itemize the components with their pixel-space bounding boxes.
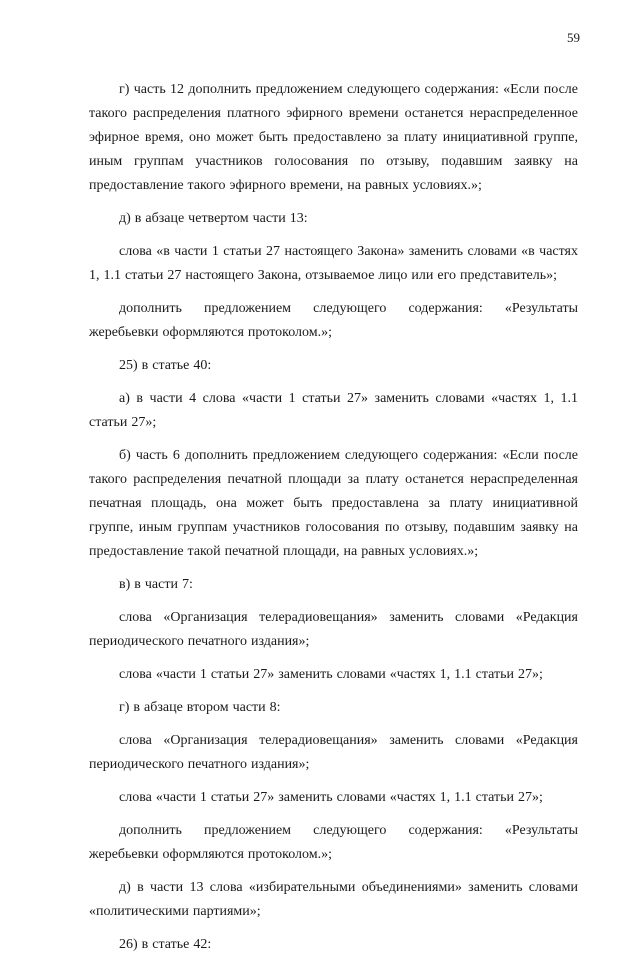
paragraph-article-40-b: б) часть 6 дополнить предложением следующего содержания: «Если после такого распределения печатной площади за плату останется нераспределенная печатная площадь, она может быть предоставлена за плату инициативной группе, иным группам участников голосования по отзыву, подавшим заявку на предоставление такой печатной площади, на равных условиях.»;: [89, 448, 578, 559]
paragraph-part-7-words-2: слова «части 1 статьи 27» заменить словами «частях 1, 1.1 статьи 27»;: [119, 667, 543, 682]
paragraph-part-7-words-1: слова «Организация телерадиовещания» заменить словами «Редакция периодического печатного издания»;: [89, 610, 578, 649]
paragraph-part-12: г) часть 12 дополнить предложением следующего содержания: «Если после такого распределения платного эфирного времени останется нераспределенное эфирное время, оно может быть предоставлено за плату инициативной группе, иным группам участников голосования по отзыву, подавшим заявку на предоставление такого эфирного времени, на равных условиях.»;: [89, 82, 578, 193]
paragraph-article-40-v: в) в части 7:: [119, 577, 193, 592]
paragraph-part-8-words-1: слова «Организация телерадиовещания» заменить словами «Редакция периодического печатного издания»;: [89, 733, 578, 772]
paragraph-part-8-sentence: дополнить предложением следующего содержания: «Результаты жеребьевки оформляются протоколом.»;: [89, 823, 578, 862]
paragraph-part-13-heading: д) в абзаце четвертом части 13:: [119, 211, 308, 226]
paragraph-article-42: 26) в статье 42:: [119, 937, 212, 952]
paragraph-article-40: 25) в статье 40:: [119, 358, 212, 373]
paragraph-part-13-sentence: дополнить предложением следующего содержания: «Результаты жеребьевки оформляются протоколом.»;: [89, 301, 578, 340]
paragraph-article-40-g: г) в абзаце втором части 8:: [119, 700, 281, 715]
paragraph-part-13-words: слова «в части 1 статьи 27 настоящего Закона» заменить словами «в частях 1, 1.1 статьи 27 настоящего Закона, отзываемое лицо или его представитель»;: [89, 244, 578, 283]
paragraph-article-40-a: а) в части 4 слова «части 1 статьи 27» заменить словами «частях 1, 1.1 статьи 27»;: [89, 391, 578, 430]
paragraph-article-40-d: д) в части 13 слова «избирательными объединениями» заменить словами «политическими партиями»;: [89, 880, 578, 919]
document-body: [89, 78, 578, 966]
page-number: 59: [567, 30, 580, 45]
paragraph-part-8-words-2: слова «части 1 статьи 27» заменить словами «частях 1, 1.1 статьи 27»;: [119, 790, 543, 805]
